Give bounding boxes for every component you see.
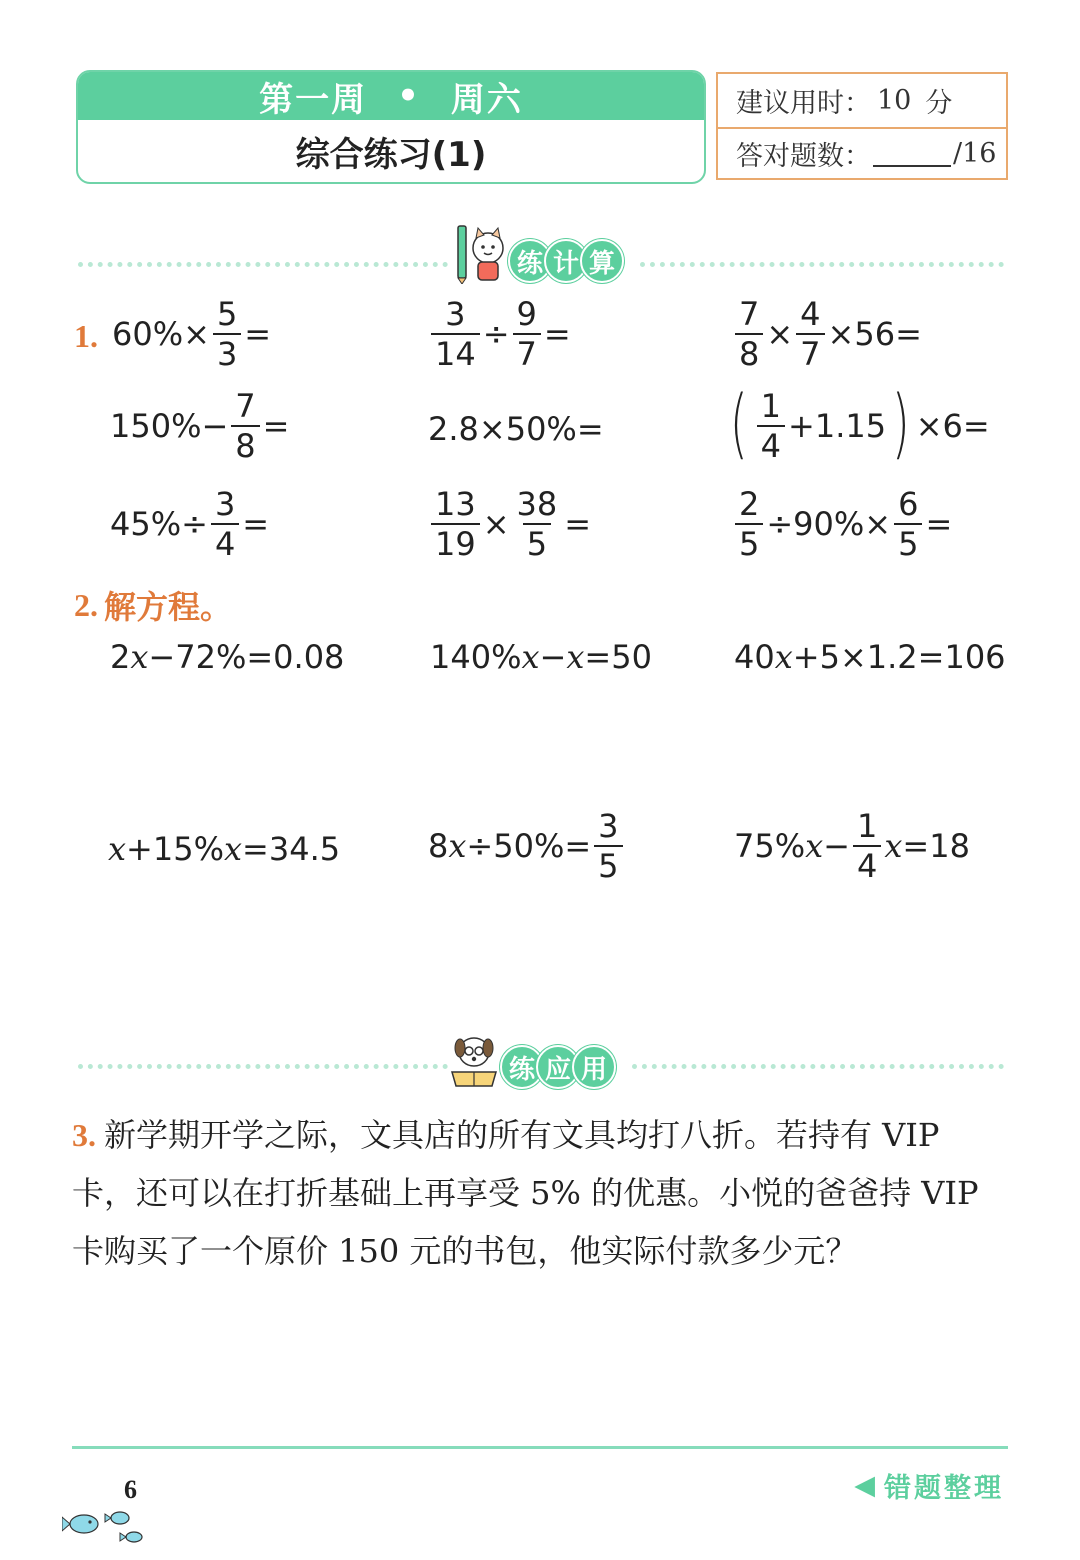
fraction: $\frac{3}{4}$ [211, 488, 239, 560]
correct-count-blank[interactable] [873, 141, 951, 167]
equation: 8 x ÷50%= $\frac{3}{5}$ [428, 810, 626, 882]
expr-text: 60%× [112, 315, 210, 353]
header-week: 第一周 [259, 79, 368, 120]
left-triangle-icon: ◀ [854, 1470, 878, 1501]
header-separator: • [397, 76, 421, 116]
fraction: $\frac{4}{7}$ [796, 298, 824, 370]
calc-item [110, 387, 290, 465]
wrong-questions-label: 错题整理 [884, 1473, 1004, 1504]
page-number: 6 [124, 1475, 137, 1504]
expr-text: = [925, 505, 953, 543]
suggested-time [718, 74, 1006, 129]
dog-reading-icon [446, 1030, 502, 1090]
correct-count-total: /16 [953, 138, 997, 169]
expr-text: 45%÷ [110, 505, 208, 543]
right-paren: ) [892, 378, 910, 467]
equation: 140% x − x =50 [430, 638, 652, 676]
expr-text: = [244, 315, 272, 353]
equation: 40 x +5×1.2=106 [734, 638, 1006, 676]
dotted-divider-left [78, 1064, 448, 1069]
correct-count [718, 127, 1006, 180]
dotted-divider-right [632, 1064, 1004, 1069]
fraction: $\frac{7}{8}$ [735, 298, 763, 370]
calc-item [112, 295, 272, 373]
expr-text: ×56= [827, 315, 922, 353]
calc-item [732, 295, 922, 373]
page-title: 综合练习(1) [295, 134, 487, 175]
banner-char: 应 [536, 1045, 580, 1089]
expr-text: 150%− [110, 407, 229, 445]
fraction: $\frac{6}{5}$ [894, 488, 922, 560]
expr-text: = [242, 505, 270, 543]
fraction: $\frac{9}{7}$ [513, 298, 541, 370]
banner-char: 用 [572, 1045, 616, 1089]
time-score-box [716, 72, 1008, 180]
banner-char: 练 [500, 1045, 544, 1089]
expr-text: ÷ [482, 315, 510, 353]
calc-item [428, 410, 604, 448]
banner-char: 计 [544, 239, 588, 283]
question-number: 1. [74, 318, 98, 354]
question-number: 2. [74, 586, 98, 623]
fraction: $\frac{1}{4}$ [757, 390, 785, 462]
calc-item [732, 485, 953, 563]
question-2-heading [74, 582, 232, 628]
expr-text: × [766, 315, 794, 353]
expr-text: 2.8×50%= [428, 410, 604, 448]
expr-text: = [564, 505, 592, 543]
cat-with-pencil-icon [452, 222, 510, 284]
correct-count-label: 答对题数： [736, 141, 871, 172]
fraction: $\frac{7}{8}$ [231, 390, 259, 462]
expr-text: = [262, 407, 290, 445]
fraction: $\frac{38}{5}$ [516, 485, 558, 563]
fraction: $\frac{5}{3}$ [213, 298, 241, 370]
equation: 75% x − $\frac{1}{4}$ x =18 [734, 807, 970, 885]
calc-item [110, 485, 270, 563]
suggested-time-unit: 分 [925, 88, 953, 119]
fraction: $\frac{3}{14}$ [431, 298, 480, 370]
equation: x +15% x =34.5 [108, 830, 341, 868]
expr-text: = [543, 315, 571, 353]
calc-item [428, 295, 571, 373]
fish-decoration-icon [62, 1504, 152, 1548]
header-week-day [78, 72, 704, 120]
left-paren: ( [729, 378, 748, 467]
calc-item [428, 485, 592, 563]
wrong-questions-link[interactable] [854, 1466, 1004, 1505]
suggested-time-label: 建议用时： [736, 88, 871, 119]
equation: 2 x −72%=0.08 [110, 638, 345, 676]
calc-item [724, 378, 990, 467]
question-number: 3. [72, 1117, 96, 1153]
fraction: $\frac{1}{4}$ [853, 810, 881, 882]
dotted-divider-left [78, 262, 448, 267]
fraction: $\frac{3}{5}$ [594, 810, 622, 882]
expr-text: ×6= [915, 407, 990, 445]
fraction: $\frac{13}{19}$ [431, 488, 480, 560]
question-title: 解方程。 [104, 588, 233, 626]
section-banner-calc [452, 222, 624, 284]
header-title-box [76, 70, 706, 184]
question-text: 新学期开学之际，文具店的所有文具均打八折。若持有 VIP 卡，还可以在打折基础上再享受 5% 的优惠。小悦的爸爸持 VIP 卡购买了一个原价 150 元的书包，他实际付款多少元？ [72, 1116, 979, 1270]
banner-char: 算 [580, 239, 624, 283]
header-day: 周六 [450, 79, 523, 120]
word-problem [72, 1106, 1012, 1280]
banner-char: 练 [508, 239, 552, 283]
expr-text: +1.15 [788, 407, 887, 445]
expr-text: ÷90%× [766, 505, 892, 543]
fraction: $\frac{2}{5}$ [735, 488, 763, 560]
suggested-time-value: 10 [877, 85, 912, 116]
footer-divider [72, 1446, 1008, 1449]
expr-text: × [482, 505, 510, 543]
dotted-divider-right [640, 262, 1004, 267]
section-banner-apply [446, 1030, 616, 1090]
